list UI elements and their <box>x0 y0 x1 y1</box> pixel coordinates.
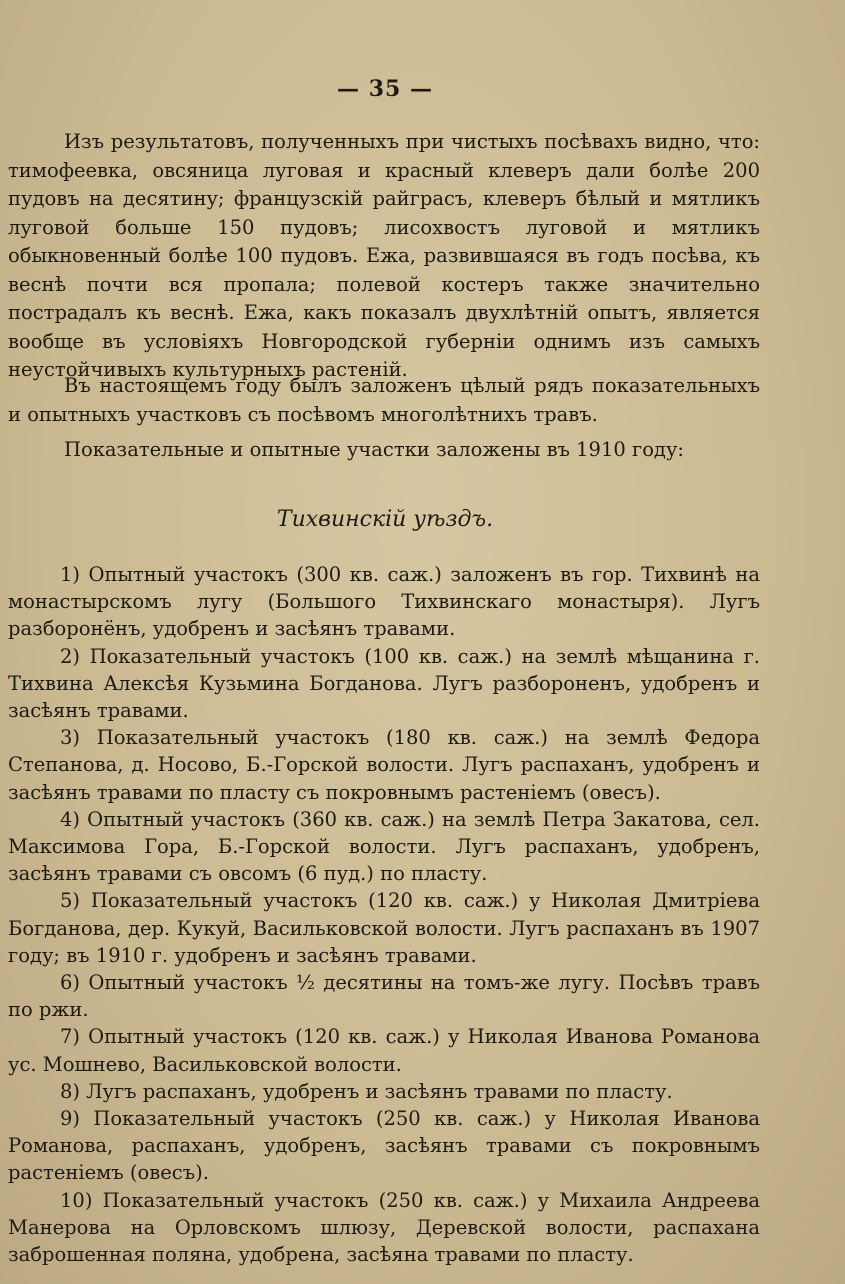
paragraph-text: Въ настоящемъ году былъ заложенъ цѣлый рядъ показательныхъ и опытныхъ участковъ съ посѣвомъ многолѣтнихъ травъ. <box>8 374 760 426</box>
plots-list <box>8 561 760 1268</box>
paragraph-text: Изъ результатовъ, полученныхъ при чистыхъ посѣвахъ видно, что: тимофеевка, овсяница луговая и красный клеверъ дали болѣе 200 пудовъ на десятину; французскій райграсъ, клеверъ бѣлый и мятликъ луговой больше 150 пудовъ; лисохвостъ луговой и мятликъ обыкновенный болѣе 100 пудовъ. Ежа, развившаяся въ годъ посѣва, къ веснѣ почти вся пропала; полевой костеръ также значительно пострадалъ къ веснѣ. Ежа, какъ показалъ двухлѣтній опытъ, является вообще въ условіяхъ Новгородской губерніи однимъ изъ самыхъ неустойчивыхъ культурныхъ растеній. <box>8 130 760 381</box>
intro-paragraph-current-year <box>8 372 760 429</box>
section-heading-tikhvin-district: Тихвинскій уѣздъ. <box>276 507 494 532</box>
list-item: 4) Опытный участокъ (360 кв. саж.) на землѣ Петра Закатова, сел. Максимова Гора, Б.-Горской волости. Лугъ распаханъ, удобренъ, засѣянъ травами съ овсомъ (6 пуд.) по пласту. <box>8 807 760 886</box>
page-number: — 35 — <box>337 76 433 102</box>
paragraph-text: Показательные и опытные участки заложены въ 1910 году: <box>64 438 684 461</box>
list-item: 2) Показательный участокъ (100 кв. саж.) на землѣ мѣщанина г. Тихвина Алексѣя Кузьмина Богданова. Лугъ разбороненъ, удобренъ и засѣянъ травами. <box>8 644 760 723</box>
list-item: 5) Показательный участокъ (120 кв. саж.) у Николая Дмитріева Богданова, дер. Кукуй, Васильковской волости. Лугъ распаханъ въ 1907 году; въ 1910 г. удобренъ и засѣянъ травами. <box>8 889 760 967</box>
list-item: 3) Показательный участокъ (180 кв. саж.) на землѣ Федора Степанова, д. Носово, Б.-Горской волости. Лугъ распаханъ, удобренъ и засѣянъ травами по пласту съ покровнымъ растеніемъ (овесъ). <box>8 726 760 804</box>
intro-paragraph-plots-1910 <box>8 436 760 465</box>
list-item: 6) Опытный участокъ ½ десятины на томъ-же лугу. Посѣвъ травъ по ржи. <box>8 971 760 1022</box>
list-item: 8) Лугъ распаханъ, удобренъ и засѣянъ травами по пласту. <box>60 1079 673 1103</box>
intro-paragraph-results <box>8 128 760 385</box>
list-item: 9) Показательный участокъ (250 кв. саж.) у Николая Иванова Романова, распаханъ, удобренъ, засѣянъ травами съ покровнымъ растеніемъ (овесъ). <box>8 1107 760 1185</box>
list-item: 7) Опытный участокъ (120 кв. саж.) у Николая Иванова Романова ус. Мошнево, Васильковской волости. <box>8 1025 760 1076</box>
list-item: 1) Опытный участокъ (300 кв. саж.) заложенъ въ гор. Тихвинѣ на монастырскомъ лугу (Большого Тихвинскаго монастыря). Лугъ разборонёнъ, удобренъ и засѣянъ травами. <box>8 563 760 641</box>
list-item: 10) Показательный участокъ (250 кв. саж.) у Михаила Андреева Манерова на Орловскомъ шлюзу, Деревской волости, распахана заброшенная поляна, удобрена, засѣяна травами по пласту. <box>8 1188 760 1267</box>
